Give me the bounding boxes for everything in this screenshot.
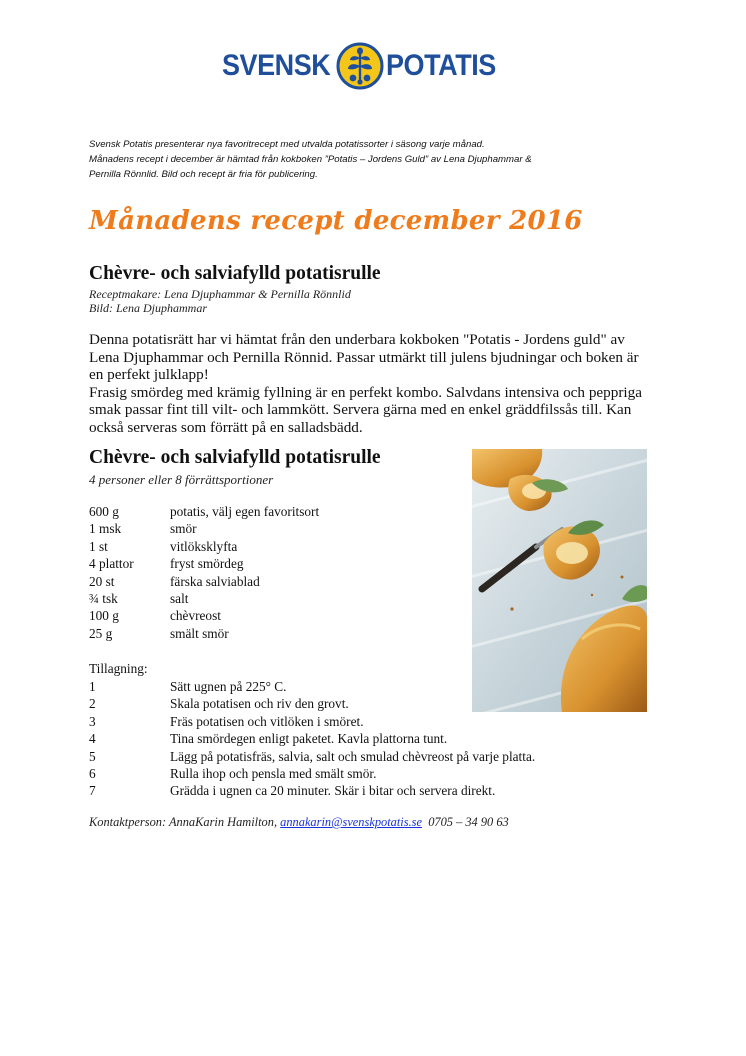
- contact-email-link[interactable]: annakarin@svenskpotatis.se: [280, 815, 422, 829]
- ingredient-row: [89, 503, 319, 520]
- step-row: [89, 713, 535, 730]
- step-row: [89, 678, 535, 695]
- step-text: Skala potatisen och riv den grovt.: [170, 696, 349, 712]
- ingredient-qty: 600 g: [89, 504, 119, 519]
- logo-word-potatis: POTATIS: [386, 49, 497, 82]
- step-row: [89, 748, 535, 765]
- ingredient-item: fryst smördeg: [170, 556, 244, 572]
- ingredient-qty: ¾ tsk: [89, 591, 118, 607]
- step-text: Rulla ihop och pensla med smält smör.: [170, 766, 377, 782]
- step-number: 4: [89, 731, 96, 747]
- recipe-subtitle: Chèvre- och salviafylld potatisrulle: [89, 447, 381, 468]
- credit-photographer: Bild: Lena Djuphammar: [89, 301, 207, 315]
- contact-phone: 0705 – 34 90 63: [428, 815, 509, 829]
- method-label: Tillagning:: [89, 661, 148, 676]
- step-number: 7: [89, 783, 96, 799]
- ingredient-row: [89, 625, 319, 642]
- ingredient-row: [89, 555, 319, 572]
- ingredient-row: [89, 590, 319, 607]
- step-number: 2: [89, 696, 96, 712]
- intro-line: Svensk Potatis presenterar nya favoritrecept med utvalda potatissorter i säsong varje månad.: [89, 139, 485, 150]
- step-row: [89, 765, 535, 782]
- ingredient-item: vitlöksklyfta: [170, 538, 238, 554]
- svensk-potatis-logo: [222, 40, 508, 92]
- ingredient-qty: 1 st: [89, 538, 108, 554]
- intro-line: Månadens recept i december är hämtad från kokboken ”Potatis – Jordens Guld” av Lena Djuphammar &: [89, 154, 532, 165]
- method-steps: [89, 678, 535, 800]
- ingredient-qty: 100 g: [89, 608, 119, 624]
- ingredient-row: [89, 573, 319, 590]
- description-paragraph: Denna potatisrätt har vi hämtat från den underbara kokboken "Potatis - Jordens guld" av Lena Djuphammar och Pernilla Rönnid. Passar utmärkt till julens bjudningar och boken är en perfekt julklapp!: [89, 331, 639, 383]
- recipe-photo-illustration: [472, 449, 647, 712]
- recipe-credits: [89, 287, 351, 315]
- ingredient-qty: 20 st: [89, 573, 115, 589]
- step-number: 6: [89, 766, 96, 782]
- recipe-title: Chèvre- och salviafylld potatisrulle: [89, 263, 381, 284]
- intro-text: [89, 137, 689, 182]
- step-row: [89, 782, 535, 799]
- description-paragraph: Frasig smördeg med krämig fyllning är en perfekt kombo. Salvdans intensiva och peppriga smak passar fint till vilt- och lammkött. Servera gärna med en enkel gräddfilssås till. Kan också serveras som förrätt på en salladsbädd.: [89, 383, 642, 436]
- credit-recipe-author: Receptmakare: Lena Djuphammar & Pernilla Rönnlid: [89, 287, 351, 301]
- potato-plant-emblem-icon: [336, 42, 384, 90]
- ingredient-row: [89, 520, 319, 537]
- step-number: 5: [89, 748, 96, 764]
- ingredient-qty: 25 g: [89, 625, 113, 641]
- ingredient-item: salt: [170, 591, 189, 607]
- ingredient-qty: 4 plattor: [89, 556, 134, 572]
- ingredient-item: smör: [170, 521, 197, 537]
- step-number: 3: [89, 713, 96, 729]
- step-text: Fräs potatisen och vitlöken i smöret.: [170, 713, 364, 729]
- month-title: Månadens recept december 2016: [89, 206, 583, 236]
- servings: 4 personer eller 8 förrättsportioner: [89, 472, 274, 487]
- recipe-description: [89, 331, 649, 436]
- step-text: Lägg på potatisfräs, salvia, salt och smulad chèvreost på varje platta.: [170, 748, 536, 764]
- contact-prefix: Kontaktperson: AnnaKarin Hamilton,: [89, 815, 281, 829]
- step-text: Grädda i ugnen ca 20 minuter. Skär i bitar och servera direkt.: [170, 783, 496, 799]
- step-number: 1: [89, 679, 96, 694]
- ingredient-item: smält smör: [170, 625, 229, 641]
- step-row: [89, 730, 535, 747]
- ingredient-row: [89, 607, 319, 624]
- step-text: Tina smördegen enligt paketet. Kavla plattorna tunt.: [170, 731, 448, 747]
- ingredient-qty: 1 msk: [89, 521, 122, 537]
- step-row: [89, 695, 535, 712]
- logo-word-svensk: SVENSK: [222, 49, 331, 82]
- step-text: Sätt ugnen på 225° C.: [170, 679, 287, 694]
- recipe-photo: [472, 449, 647, 712]
- ingredient-item: potatis, välj egen favoritsort: [170, 504, 320, 519]
- contact-line: [89, 815, 509, 830]
- ingredient-item: chèvreost: [170, 608, 221, 624]
- intro-line: Pernilla Rönnlid. Bild och recept är fria för publicering.: [89, 169, 318, 180]
- ingredient-item: färska salviablad: [170, 573, 260, 589]
- ingredient-row: [89, 538, 319, 555]
- ingredient-list: [89, 503, 319, 642]
